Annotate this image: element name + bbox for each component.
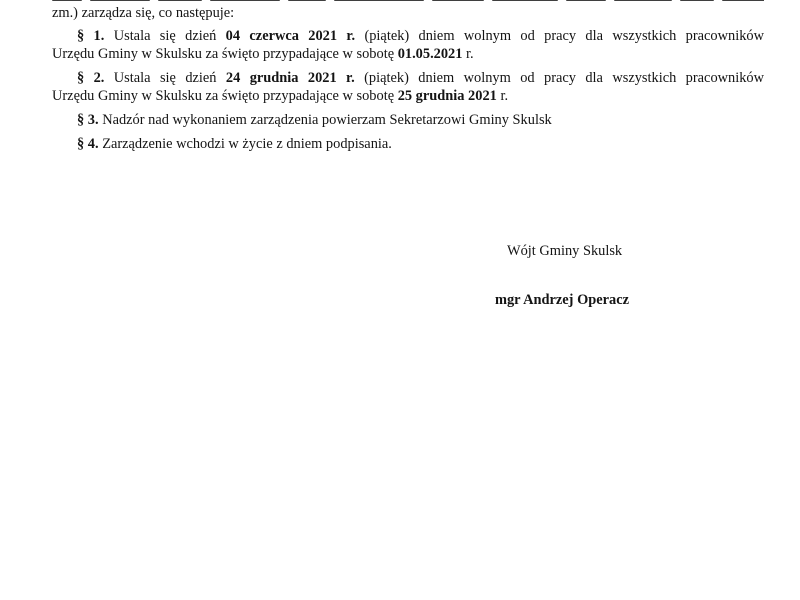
paragraph-1-date: 04 czerwca 2021 r. [225, 28, 356, 44]
paragraph-1-line-1: § 1. Ustala się dzień 04 czerwca 2021 r. (piątek) dniem wolnym od pracy dla wszystkich pracowników [77, 28, 764, 44]
paragraph-2-date: 24 grudnia 2021 r. [225, 70, 355, 86]
paragraph-3: § 3. Nadzór nad wykonaniem zarządzenia powierzam Sekretarzowi Gminy Skulsk [77, 112, 552, 128]
paragraph-1-number: § 1. [77, 28, 105, 44]
paragraph-4-number: § 4. [77, 136, 99, 152]
paragraph-3-number: § 3. [77, 112, 99, 128]
paragraph-4: § 4. Zarządzenie wchodzi w życie z dniem podpisania. [77, 136, 392, 152]
cut-off-text-line [52, 0, 764, 3]
paragraph-1-line-2: Urzędu Gminy w Skulsku za święto przypadające w sobotę 01.05.2021 r. [52, 46, 474, 62]
paragraph-2-number: § 2. [77, 70, 105, 86]
intro-continuation: zm.) zarządza się, co następuje: [52, 5, 235, 21]
signature-name: mgr Andrzej Operacz [495, 292, 630, 308]
paragraph-1-holiday-date: 01.05.2021 [397, 46, 463, 62]
paragraph-2-line-2: Urzędu Gminy w Skulsku za święto przypadające w sobotę 25 grudnia 2021 r. [52, 88, 509, 104]
signature-title: Wójt Gminy Skulsk [507, 243, 623, 259]
paragraph-2-line-1: § 2. Ustala się dzień 24 grudnia 2021 r. (piątek) dniem wolnym od pracy dla wszystkich pracowników [77, 70, 765, 86]
paragraph-2-holiday-date: 25 grudnia 2021 [397, 88, 497, 104]
